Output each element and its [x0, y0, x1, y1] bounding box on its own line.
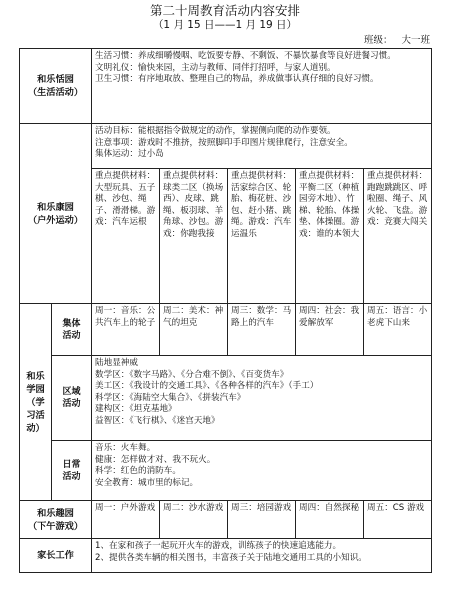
games-day-cell: 周五：CS 游戏	[364, 501, 432, 539]
collective-day-cell: 周二：美术：神气的坦克	[160, 304, 228, 356]
area-line: 建构区：《坦克基地》	[95, 404, 177, 415]
daily-content	[92, 441, 432, 501]
life-label: 和乐恬园 （生活活动）	[20, 49, 92, 124]
date-range: （1 月 15 日——1 月 19 日）	[152, 19, 298, 31]
area-line: 数学区：《数字马路》、《分合难不倒》、《百变货车》	[95, 369, 289, 380]
sports-row	[20, 124, 432, 169]
area-line: 美工区：《我设计的交通工具》、《各种各样的汽车》（手工）	[95, 381, 319, 392]
collective-day-cell: 周五：语言：小老虎下山来	[364, 304, 432, 356]
games-day-cell: 周四：自然探秘	[296, 501, 364, 539]
area-line: 科学区：《海陆空大集合》、《拼装汽车》	[95, 392, 246, 403]
class-info	[364, 35, 430, 47]
area-line: 陆地显神威	[95, 358, 138, 368]
daily-line: 健康：怎样做才对、我不玩火。	[95, 454, 216, 465]
sports-area-cell: 重点提供材料：球类二区（换场西）、皮球、跳绳、板羽球、羊角球、沙包。游戏：你跑我接	[160, 169, 228, 304]
life-line: 卫生习惯：有序地取放、整理自己的物品，养成做事认真仔细的良好习惯。	[95, 74, 379, 85]
parents-line: 2、提供各类车辆的相关图书，丰富孩子关于陆地交通用工具的小知识。	[95, 552, 367, 563]
daily-line: 安全教育：城市里的标记。	[95, 477, 199, 488]
area-content	[92, 356, 432, 441]
sports-area-cell: 重点提供材料：活家综合区、轮胎、梅花桩、沙包、赶小猪、跳绳。游戏：汽车运温乐	[228, 169, 296, 304]
class-name: 大一班	[401, 35, 430, 46]
sports-group-game: 集体运动：过小岛	[95, 149, 164, 160]
page-title: 第二十周教育活动内容安排	[149, 3, 300, 18]
games-day-cell: 周一：户外游戏	[92, 501, 160, 539]
learning-collective-row	[20, 304, 432, 356]
games-day-cell: 周二：沙水游戏	[160, 501, 228, 539]
life-line: 文明礼仪：愉快来园，主动与教师、同伴打招呼，与家人道别。	[95, 62, 336, 73]
games-label: 和乐趣园 （下午游戏）	[20, 501, 92, 539]
collective-label: 集体 活动	[52, 304, 92, 356]
sports-area-cell: 重点提供材料：大型玩具、五子棋、沙包、绳子、滑滑梯。游戏：汽车运根	[92, 169, 160, 304]
sports-goal: 活动目标：能根据指令做规定的动作，掌握侧向爬的动作要领。	[95, 126, 336, 136]
daily-line: 音乐：火车舞。	[95, 443, 156, 453]
parents-line: 1、在家和孩子一起玩开火车的游戏，训练孩子的快速追逃能力。	[95, 541, 342, 551]
games-row	[20, 501, 432, 539]
games-day-cell: 周三：培园游戏	[228, 501, 296, 539]
learning-area-row	[20, 356, 432, 441]
parents-row	[20, 539, 432, 573]
learning-daily-row	[20, 441, 432, 501]
learning-label: 和乐 学园 （学 习活 动）	[20, 304, 52, 501]
collective-day-cell: 周一：音乐：公共汽车上的轮子	[92, 304, 160, 356]
sports-safety: 注意事项：游戏时不推挤，按照脚印手印图片规律爬行，注意安全。	[95, 137, 353, 148]
parents-label: 家长工作	[20, 539, 92, 573]
daily-label: 日常 活动	[52, 441, 92, 501]
daily-line: 科学：红色的消防车。	[95, 466, 181, 477]
collective-day-cell: 周三：数学：马路上的汽车	[228, 304, 296, 356]
sports-area-cell: 重点提供材料：平衡二区（种植园旁木地）、竹梯、轮胎、体操垫、体操圈。游戏：谁的本领大	[296, 169, 364, 304]
schedule-table	[19, 48, 432, 573]
sports-overview	[92, 124, 432, 169]
area-line: 益智区：《飞行棋》、《迷宫天地》	[95, 415, 220, 426]
area-label: 区域 活动	[52, 356, 92, 441]
class-label: 班级：	[363, 35, 393, 46]
parents-content	[92, 539, 432, 573]
collective-day-cell: 周四：社会：我爱解放军	[296, 304, 364, 356]
sports-label: 和乐康园 （户外运动）	[20, 124, 92, 304]
life-content	[92, 49, 432, 124]
life-row	[20, 49, 432, 124]
sports-area-cell: 重点提供材料：跑跑跳跳区、呼啦圈、绳子、风火轮、飞盘。游戏：竞赛大闯关	[364, 169, 432, 304]
life-line: 生活习惯：养成细嚼慢咽、吃饭要专静、不剩饭、不暴饮暴食等良好进餐习惯。	[95, 51, 396, 61]
